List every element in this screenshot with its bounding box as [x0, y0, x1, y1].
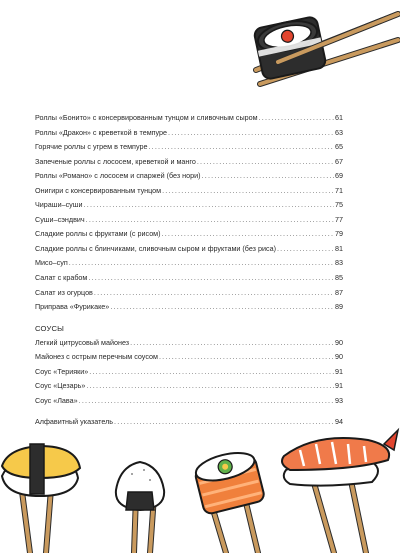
toc-entry[interactable] — [35, 336, 343, 351]
maki-roll-illustration — [238, 0, 400, 92]
entry-title: Алфавитный указатель — [35, 417, 114, 427]
entry-title: Онигири с консервированным тунцом — [35, 185, 162, 195]
entry-page: 93 — [335, 395, 343, 405]
entry-page: 63 — [335, 127, 343, 137]
entry-page: 71 — [335, 185, 343, 195]
entry-page: 90 — [335, 337, 343, 347]
entry-page: 91 — [335, 366, 343, 376]
dot-leader — [277, 242, 334, 257]
toc-entry[interactable] — [35, 198, 343, 213]
entry-page: 75 — [335, 200, 343, 210]
toc-entry[interactable] — [35, 271, 343, 286]
dot-leader — [89, 365, 334, 380]
dot-leader — [110, 300, 334, 315]
entry-page: 90 — [335, 352, 343, 362]
toc-entry[interactable] — [35, 169, 343, 184]
entry-page: 87 — [335, 287, 343, 297]
toc-entry[interactable] — [35, 394, 343, 409]
toc-entry[interactable] — [35, 300, 343, 315]
dot-leader — [162, 227, 334, 242]
entry-title: Соус «Лава» — [35, 395, 78, 405]
entry-title: Салат из огурцов — [35, 287, 93, 297]
sauces-entries — [35, 336, 343, 409]
entry-title: Сладкие роллы с фруктами (с рисом) — [35, 229, 161, 239]
entry-page: 89 — [335, 302, 343, 312]
dot-leader — [259, 111, 334, 126]
dot-leader — [148, 140, 334, 155]
entry-title: Сладкие роллы с блинчиками, сливочным сыром и фруктами (без риса) — [35, 243, 276, 253]
entry-page: 69 — [335, 171, 343, 181]
dot-leader — [130, 336, 334, 351]
entry-title: Легкий цитрусовый майонез — [35, 337, 130, 347]
entry-title: Роллы «Романо» с лососем и спаржей (без нори) — [35, 171, 201, 181]
toc-entry[interactable] — [35, 140, 343, 155]
entry-page: 81 — [335, 243, 343, 253]
shrimp-nigiri-illustration — [276, 426, 400, 553]
toc-entry[interactable] — [35, 286, 343, 301]
entry-page: 67 — [335, 156, 343, 166]
toc-entry[interactable] — [35, 184, 343, 199]
entry-page: 83 — [335, 258, 343, 268]
toc-entry[interactable] — [35, 256, 343, 271]
dot-leader — [159, 350, 334, 365]
toc-entry[interactable] — [35, 213, 343, 228]
entry-title: Запеченые роллы с лососем, креветкой и манго — [35, 156, 196, 166]
entry-title: Чираши–суши — [35, 200, 83, 210]
dot-leader — [162, 184, 334, 199]
toc-entry[interactable] — [35, 111, 343, 126]
entry-title: Роллы «Бонито» с консервированным тунцом и сливочным сыром — [35, 113, 258, 122]
entry-page: 61 — [335, 113, 343, 122]
entry-page: 79 — [335, 229, 343, 239]
toc-entry[interactable] — [35, 350, 343, 365]
dot-leader — [197, 155, 334, 170]
entry-title: Майонез с острым перечным соусом — [35, 352, 158, 362]
entry-title: Соус «Терияки» — [35, 366, 89, 376]
entry-title: Соус «Цезарь» — [35, 381, 86, 391]
entry-title: Горячие роллы с угрем в темпуре — [35, 142, 148, 152]
toc-entry[interactable] — [35, 365, 343, 380]
dot-leader — [168, 126, 334, 141]
dot-leader — [86, 379, 334, 394]
toc-entry[interactable] — [35, 242, 343, 257]
toc-entry[interactable] — [35, 227, 343, 242]
dot-leader — [84, 198, 334, 213]
entry-title: Мисо–суп — [35, 258, 68, 268]
dot-leader — [88, 271, 334, 286]
entry-page: 65 — [335, 142, 343, 152]
toc-entry[interactable] — [35, 379, 343, 394]
rolls-entries — [35, 111, 343, 315]
entry-title: Салат с крабом — [35, 273, 88, 283]
dot-leader — [79, 394, 334, 409]
entry-page: 94 — [335, 417, 343, 427]
tamago-nigiri-illustration — [0, 436, 88, 553]
dot-leader — [69, 256, 334, 271]
dot-leader — [94, 286, 334, 301]
entry-page: 85 — [335, 273, 343, 283]
entry-title: Суши–сэндвич — [35, 214, 85, 224]
dot-leader — [202, 169, 334, 184]
onigiri-illustration — [110, 456, 170, 553]
dot-leader — [86, 213, 334, 228]
salmon-roll-illustration — [186, 446, 276, 553]
entry-page: 91 — [335, 381, 343, 391]
toc-entry[interactable] — [35, 155, 343, 170]
entry-title: Роллы «Дракон» с креветкой в темпуре — [35, 127, 168, 137]
entry-page: 77 — [335, 214, 343, 224]
toc-entry[interactable] — [35, 126, 343, 141]
section-heading-sauces: СОУСЫ — [35, 323, 65, 333]
table-of-contents — [35, 111, 343, 430]
entry-title: Приправа «Фурикаке» — [35, 302, 110, 312]
